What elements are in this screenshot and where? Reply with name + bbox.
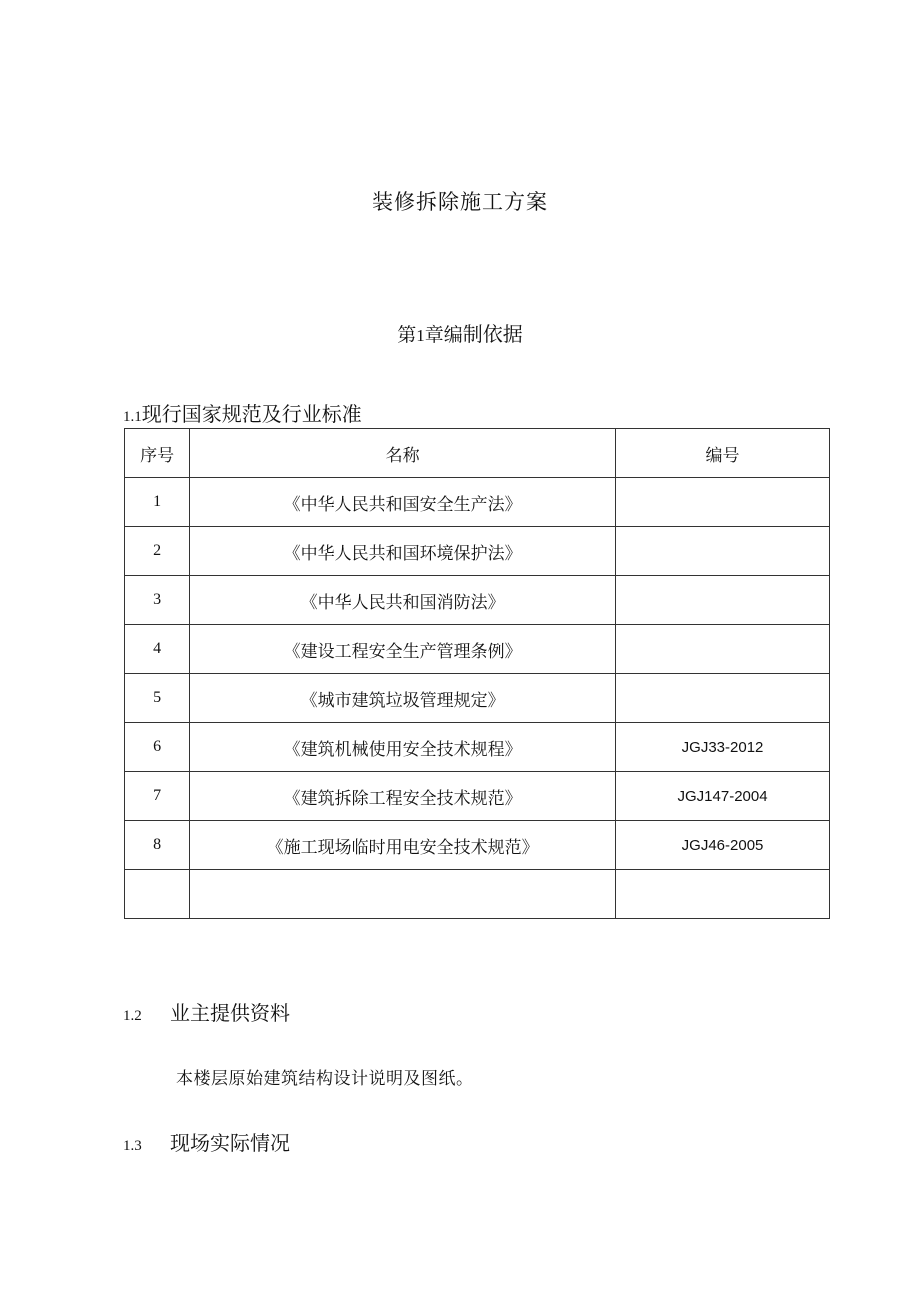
cell-name: 《建筑拆除工程安全技术规范》: [190, 772, 616, 821]
cell-code: [616, 527, 830, 576]
table-row: [125, 772, 830, 821]
table-row: [125, 576, 830, 625]
cell-code: JGJ46-2005: [616, 821, 830, 870]
cell-name: 《施工现场临时用电安全技术规范》: [190, 821, 616, 870]
cell-code: [616, 625, 830, 674]
cell-seq: 1: [125, 478, 190, 527]
cell-name: 《建筑机械使用安全技术规程》: [190, 723, 616, 772]
table-header-row: [125, 429, 830, 478]
cell-code: [616, 576, 830, 625]
chapter-title: [0, 318, 920, 347]
header-code: 编号: [616, 429, 830, 478]
standards-table: [124, 428, 830, 919]
cell-name: 《中华人民共和国环境保护法》: [190, 527, 616, 576]
section-1-3-heading: [123, 1127, 290, 1156]
cell-seq: 5: [125, 674, 190, 723]
section-title: 业主提供资料: [170, 1001, 290, 1025]
section-number: 1.3: [123, 1138, 142, 1154]
table-row: [125, 478, 830, 527]
section-number: 1.1: [123, 409, 142, 425]
cell-seq: [125, 870, 190, 919]
chapter-number: 1: [416, 326, 425, 345]
section-1-2-heading: [123, 997, 290, 1026]
document-title: 装修拆除施工方案: [372, 190, 548, 214]
cell-name: 《中华人民共和国消防法》: [190, 576, 616, 625]
section-title: 现场实际情况: [170, 1131, 290, 1155]
cell-seq: 7: [125, 772, 190, 821]
cell-seq: 6: [125, 723, 190, 772]
cell-code: [616, 478, 830, 527]
cell-name: [190, 870, 616, 919]
cell-seq: 8: [125, 821, 190, 870]
section-number: 1.2: [123, 1008, 142, 1024]
table-row: [125, 527, 830, 576]
cell-seq: 4: [125, 625, 190, 674]
header-seq: 序号: [125, 429, 190, 478]
cell-code: [616, 870, 830, 919]
chapter-rest: 制依据: [462, 322, 523, 346]
cell-seq: 2: [125, 527, 190, 576]
table-row: [125, 625, 830, 674]
chapter-prefix: 第: [397, 324, 417, 346]
chapter-middle: 章编: [424, 324, 463, 346]
cell-code: JGJ147-2004: [616, 772, 830, 821]
cell-name: 《建设工程安全生产管理条例》: [190, 625, 616, 674]
table-row: [125, 674, 830, 723]
table-row: [125, 870, 830, 919]
cell-name: 《中华人民共和国安全生产法》: [190, 478, 616, 527]
cell-seq: 3: [125, 576, 190, 625]
table-row: [125, 821, 830, 870]
section-1-1-heading: [123, 398, 362, 427]
cell-code: JGJ33-2012: [616, 723, 830, 772]
section-1-2-body: 本楼层原始建筑结构设计说明及图纸。: [176, 1069, 474, 1089]
section-title: 现行国家规范及行业标准: [141, 402, 362, 426]
cell-name: 《城市建筑垃圾管理规定》: [190, 674, 616, 723]
header-name: 名称: [190, 429, 616, 478]
cell-code: [616, 674, 830, 723]
table-row: [125, 723, 830, 772]
